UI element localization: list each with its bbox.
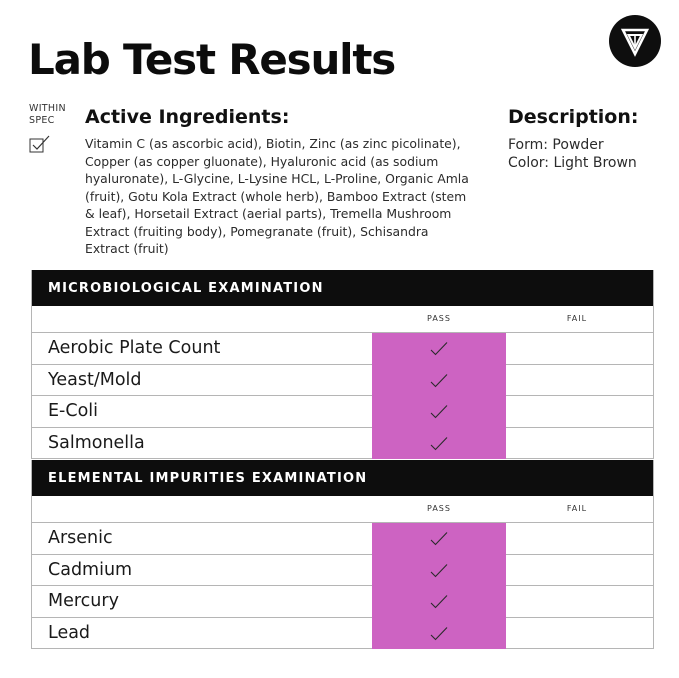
microbiological-rows — [32, 333, 653, 459]
elemental-heading: ELEMENTAL IMPURITIES EXAMINATION — [32, 460, 653, 496]
pass-cell — [372, 396, 506, 428]
test-name: Cadmium — [48, 559, 133, 580]
check-icon — [429, 373, 449, 389]
page-title: Lab Test Results — [28, 35, 396, 84]
pass-cell — [372, 365, 506, 397]
check-icon — [429, 341, 449, 357]
fail-cell — [506, 396, 653, 427]
check-icon — [429, 626, 449, 642]
description-form: Form: Powder — [508, 137, 604, 153]
fail-cell — [506, 365, 653, 396]
pass-column-label: PASS — [427, 314, 451, 323]
elemental-column-header — [32, 496, 653, 523]
table-row — [32, 428, 653, 460]
pass-column-label: PASS — [427, 504, 451, 513]
pass-cell — [372, 586, 506, 618]
test-name: Yeast/Mold — [48, 369, 142, 390]
check-icon — [429, 531, 449, 547]
within-spec-check-icon — [29, 135, 51, 157]
check-icon — [429, 594, 449, 610]
test-name: Arsenic — [48, 528, 113, 548]
description-heading: Description: — [508, 106, 639, 128]
pass-cell — [372, 618, 506, 650]
check-icon — [429, 436, 449, 452]
active-ingredients-heading: Active Ingredients: — [85, 106, 290, 128]
fail-cell — [506, 586, 653, 617]
fail-cell — [506, 555, 653, 586]
within-spec-label: WITHIN SPEC — [29, 103, 66, 126]
table-row — [32, 523, 653, 555]
test-name: Mercury — [48, 591, 119, 611]
test-name: Aerobic Plate Count — [48, 338, 221, 358]
microbiological-table — [31, 270, 654, 459]
table-row — [32, 333, 653, 365]
description-color: Color: Light Brown — [508, 155, 637, 171]
check-icon — [429, 563, 449, 579]
test-name: Salmonella — [48, 432, 145, 453]
fail-cell — [506, 618, 653, 649]
pass-cell — [372, 523, 506, 555]
table-row — [32, 396, 653, 428]
table-row — [32, 586, 653, 618]
fail-column-label: FAIL — [566, 314, 588, 323]
microbiological-heading: MICROBIOLOGICAL EXAMINATION — [32, 270, 653, 306]
pass-cell — [372, 333, 506, 365]
fail-cell — [506, 428, 653, 459]
fail-column-label: FAIL — [566, 504, 588, 513]
elemental-table — [31, 460, 654, 649]
test-name: Lead — [48, 622, 91, 643]
microbiological-column-header — [32, 306, 653, 333]
fail-cell — [506, 523, 653, 554]
pass-cell — [372, 428, 506, 460]
test-name: E-Coli — [48, 401, 99, 421]
elemental-rows — [32, 523, 653, 649]
pass-cell — [372, 555, 506, 587]
brand-logo — [609, 15, 661, 67]
brand-logo-icon — [609, 15, 661, 67]
table-row — [32, 555, 653, 587]
active-ingredients-text: Vitamin C (as ascorbic acid), Biotin, Zinc (as zinc picolinate), Copper (as copper gluonate), Hyaluronic acid (as sodium hyaluronate), L-Glycine, L-Lysine HCL, L-Proline, Organic Amla (fruit), Gotu Kola Extract (whole herb), Bamboo Extract (stem & leaf), Horsetail Extract (aerial parts), Tremella Mushroom Extract (fruiting body), Pomegranate (fruit), Schisandra Extract (fruit) — [85, 136, 469, 256]
check-icon — [429, 404, 449, 420]
fail-cell — [506, 333, 653, 364]
table-row — [32, 618, 653, 650]
table-row — [32, 365, 653, 397]
